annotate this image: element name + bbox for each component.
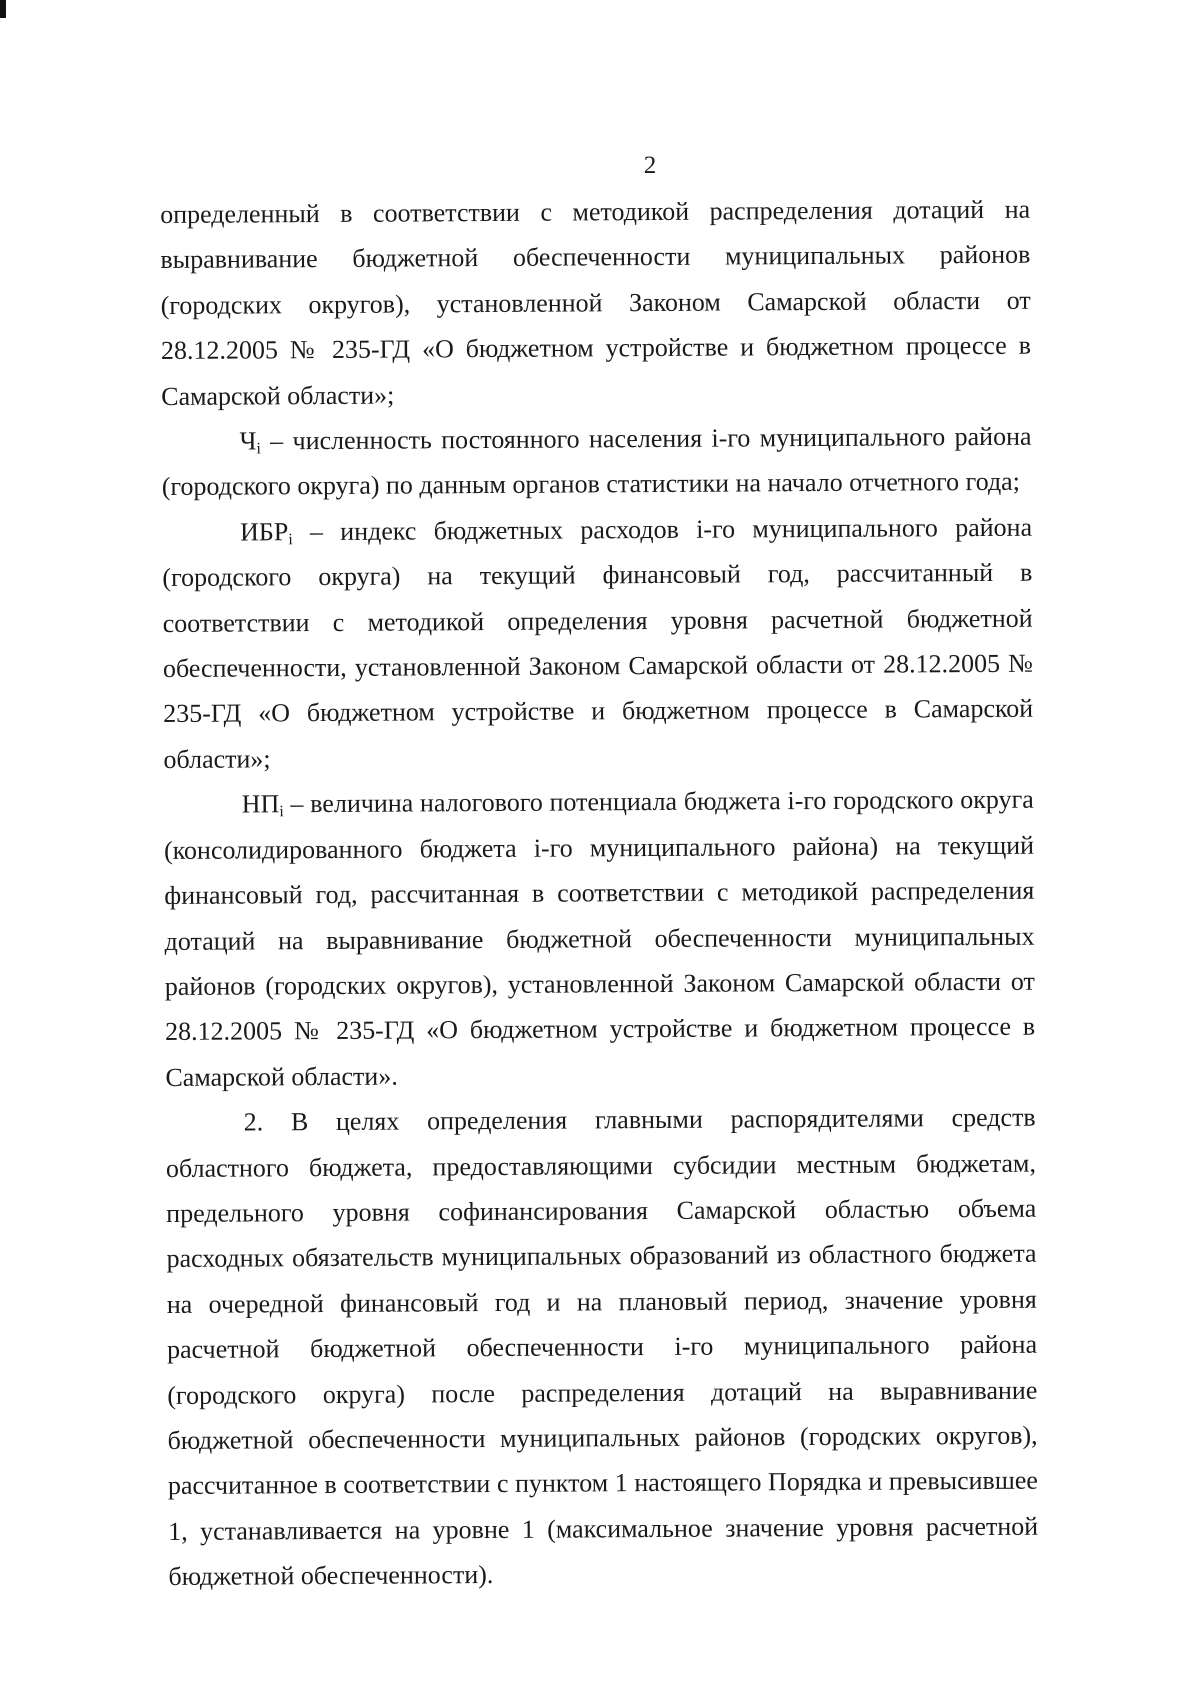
paragraph-definition-continued	[160, 187, 1031, 419]
paragraph-text: определенный в соответствии с методикой распределения дотаций на выравнивание бюджетной обеспеченности муниципальных районов (городских округов), установленной Законом Самарской области от 28.12.2005 № 235-ГД «О бюджетном устройстве и бюджетном процессе в Самарской области»;	[160, 194, 1032, 411]
paragraph-text: 2. В целях определения главными распорядителями средств областного бюджета, предоставляющими субсидии местным бюджетам, предельного уровня софинансирования Самарской областью объема расходных обязательств муниципальных образований из областного бюджета на очередной финансовый год и на плановый период, значение уровня расчетной бюджетной обеспеченности i-го муниципального района (городского округа) после распределения дотаций на выравнивание бюджетной обеспеченности муниципальных районов (городских округов), рассчитанное в соответствии с пунктом 1 настоящего Порядка и превысившее 1, устанавливается на уровне 1 (максимальное значение уровня расчетной бюджетной обеспеченности).	[165, 1102, 1039, 1592]
scan-edge-mark	[0, 0, 6, 18]
paragraph-clause-2	[166, 1095, 1039, 1600]
paragraph-population-definition	[161, 414, 1032, 510]
formula-subscript: i	[279, 803, 284, 821]
formula-symbol: НП	[241, 789, 280, 819]
document-body	[160, 187, 1039, 1600]
paragraph-expense-index-definition	[162, 505, 1034, 783]
formula-symbol: Ч	[239, 426, 257, 456]
page-number: 2	[643, 152, 657, 179]
paragraph-text: – индекс бюджетных расходов i-го муниципального района (городского округа) на текущий финансовый год, рассчитанный в соответствии с методикой определения уровня расчетной бюджетной обеспеченности, установленной Законом Самарской области от 28.12.2005 № 235-ГД «О бюджетном устройстве и бюджетном процессе в Самарской области»;	[162, 512, 1034, 774]
paragraph-text: – величина налогового потенциала бюджета i-го городского округа (консолидированного бюджета i-го муниципального района) на текущий финансовый год, рассчитанная в соответствии с методикой распределения дотаций на выравнивание бюджетной обеспеченности муниципальных районов (городских округов), установленной Законом Самарской области от 28.12.2005 № 235-ГД «О бюджетном устройстве и бюджетном процессе в Самарской области».	[163, 784, 1036, 1092]
formula-subscript: i	[256, 440, 261, 458]
paragraph-text: – численность постоянного населения i-го муниципального района (городского округа) по данным органов статистики на начало отчетного года;	[161, 421, 1032, 502]
paragraph-tax-potential-definition	[164, 777, 1036, 1100]
formula-subscript: i	[288, 531, 293, 549]
formula-symbol: ИБР	[239, 517, 289, 547]
